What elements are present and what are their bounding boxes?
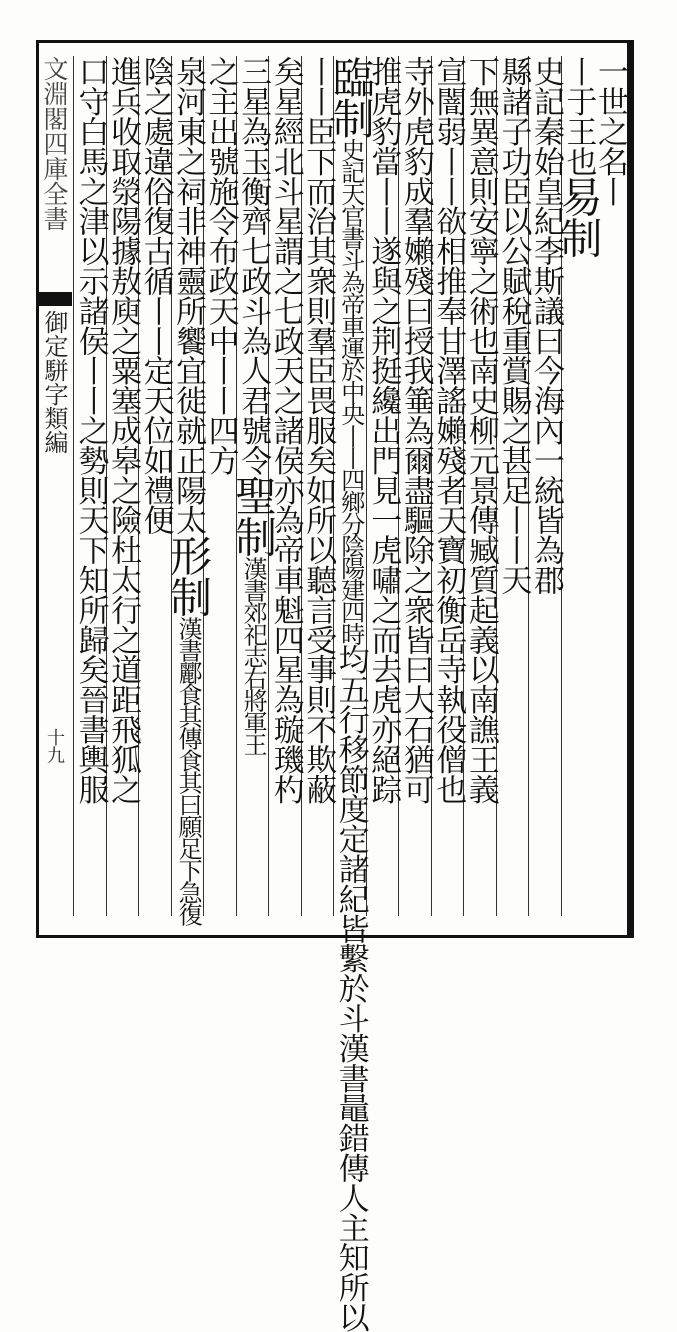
text-column [73, 56, 107, 916]
text-column [164, 56, 214, 925]
text-column [496, 56, 530, 916]
text-column [366, 56, 400, 916]
entry-citation: 史記天官書斗為帝車運於中央丨丨四鄉分陰陽建四時 [336, 138, 365, 644]
column-text: 丨于王也 [560, 56, 597, 176]
text-column [463, 56, 497, 916]
text-column [138, 56, 172, 916]
column-text: 陰之處違俗復古循丨丨定天位如禮便 [137, 56, 174, 535]
column-text: 之主出號施令布政天中丨丨四方 [202, 56, 239, 475]
entry-heading: 聖制 [229, 474, 279, 557]
text-column [229, 56, 279, 916]
text-column [106, 56, 140, 916]
entry-citation: 漢書郊祀志右將軍王 [239, 556, 268, 755]
spine-title: 文淵閣四庫全書 [40, 56, 69, 231]
text-column [203, 56, 237, 916]
column-text: 推虎豹當丨丨遂與之荆挺纔出門見一虎嘯之而去虎亦絕踪 [365, 56, 402, 804]
column-text: 三星為玉衡齊七政斗為人君號令 [235, 56, 272, 475]
column-text: 進兵收取滎陽據敖庾之粟塞成皋之險杜太行之道距飛狐之 [105, 56, 142, 804]
column-text: 一世之名丨 [591, 56, 628, 206]
text-column [528, 56, 562, 916]
text-column [326, 56, 376, 1332]
text-column [554, 56, 604, 916]
spine-fishtail-mark [36, 292, 72, 306]
column-text: 泉河東之祠非神靈所饗宜徙就正陽太 [170, 56, 207, 535]
page-border-right [630, 40, 634, 938]
entry-heading: 形制 [164, 534, 214, 617]
column-text: 矣星經北斗星謂之七政天之諸侯亦為帝車魁四星為璇璣杓 [267, 56, 304, 804]
entry-heading: 易制 [554, 175, 604, 258]
entry-citation: 漢書酈食其傳食其曰願足下急復 [174, 616, 203, 925]
column-text: 宣闇弱丨丨欲相推奉甘澤謠嬾殘者天寶初衡岳寺執役僧也 [430, 56, 467, 804]
text-column [431, 56, 465, 916]
entry-heading: 臨制 [326, 56, 376, 138]
column-text: 口守白馬之津以示諸侯丨丨之勢則天下知所歸矣晉書輿服 [72, 56, 109, 804]
column-text: 下無異意則安寧之術也南史柳元景傳臧質起義以南譙王義 [462, 56, 499, 804]
column-text: 史記秦始皇紀李斯議曰今海內一統皆為郡 [527, 56, 564, 595]
folio-number: 十九 [44, 728, 65, 764]
text-column [301, 56, 335, 916]
column-text: 丨丨臣下而治其衆則羣臣畏服矣如所以聽言受事則不欺蔽 [300, 56, 337, 804]
column-text: 寺外虎豹成羣嬾殘曰授我箠為爾盡驅除之衆皆曰大石猶可 [397, 56, 434, 804]
column-text: 縣諸子功臣以公賦稅重賞賜之甚足丨丨天 [495, 56, 532, 595]
column-text: 均五行移節度定諸紀皆繫於斗漢書鼂錯傳人主知所以 [332, 644, 369, 1332]
text-column [398, 56, 432, 916]
spine-book-title: 御定駢字類編 [40, 310, 68, 454]
